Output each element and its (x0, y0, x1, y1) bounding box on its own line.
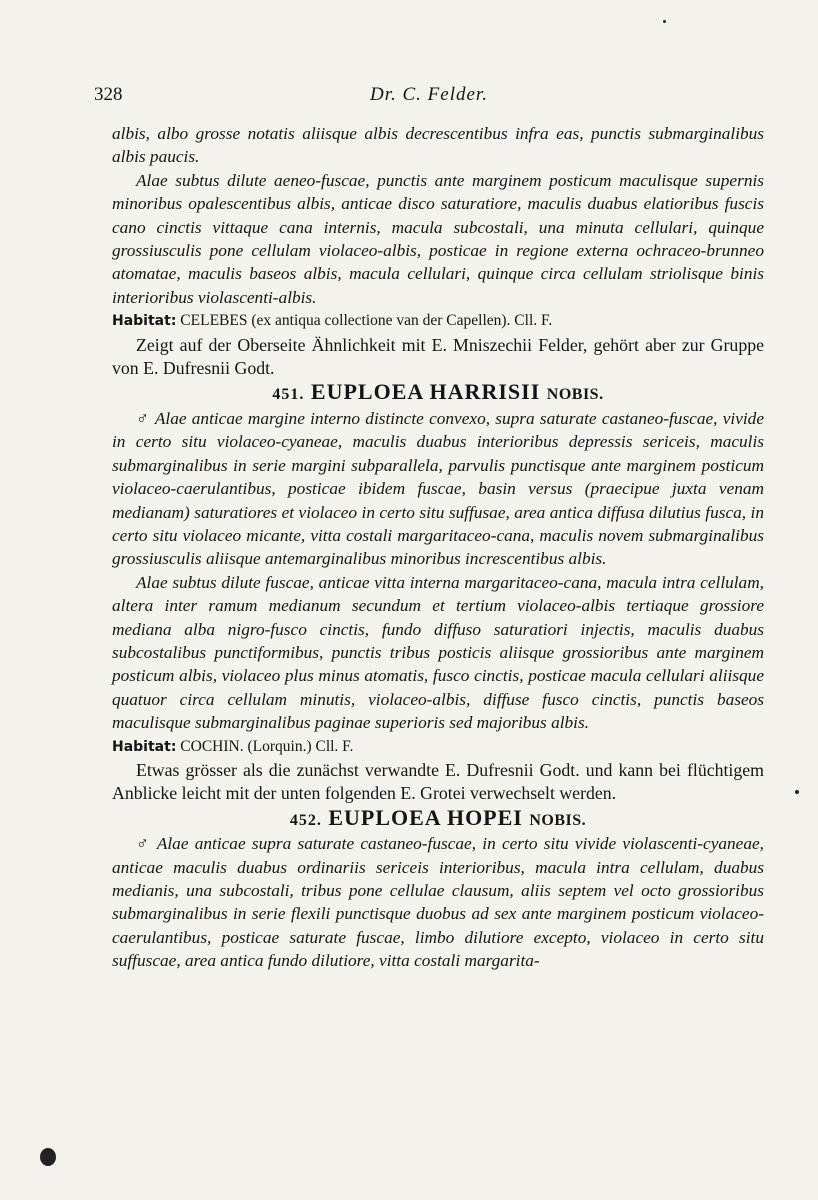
habitat-line (112, 735, 764, 759)
page-header (94, 84, 764, 112)
german-note: Etwas grösser als die zunächst verwandte E. Dufresnii Godt. und kann bei flüchtigem Anblicke leicht mit der unten folgenden E. Grotei verwechselt werden. (112, 759, 764, 804)
page-body (112, 122, 764, 973)
species-author: NOBIS. (529, 811, 587, 829)
habitat-text: COCHIN. (Lorquin.) Cll. F. (180, 737, 354, 755)
upperside-description (112, 407, 764, 571)
habitat-line (112, 309, 764, 333)
species-number: 451. (272, 386, 305, 404)
underside-description: Alae subtus dilute aeneo-fuscae, punctis ante marginem posticum maculisque supernis minoribus opalescentibus albis, anticae disco saturatiore, maculis duabus elatioribus fuscis cano cinctis vittaque cana internis, macula subcostali, una minuta cellulari, quinque grossiusculis pone cellulam violaceo-albis, posticae in regione externa ochraceo-brunneo atomatae, maculis baseos albis, macula cellulari, quinque circa cellulam striolisque binis interioribus violascenti-albis. (112, 170, 764, 307)
continuation-paragraph: albis, albo grosse notatis aliisque albis decrescentibus infra eas, punctis submarginalibus albis paucis. (112, 124, 764, 167)
male-symbol: ♂ (136, 408, 150, 428)
habitat-label: Habitat: (112, 313, 177, 330)
description-text: Alae anticae supra saturate castaneo-fuscae, in certo situ vivide violascenti-cyaneae, anticae maculis duabus ordinariis sericeis interioribus, macula intra cellulam, duabus medianis, una subcostali, tribus pone cellulae clausum, aliis septem vel octo grossioribus submarginalibus in serie flexili punctisque duobus ad sex ante marginem posticum violaceo-caerulantibus, posticae saturate fuscae, limbo dilutiore excepto, violaceo in certo situ suffuscae, area antica fundo dilutiore, vitta costali margarita- (112, 834, 764, 971)
habitat-label: Habitat: (112, 738, 177, 755)
species-author: NOBIS. (546, 386, 604, 404)
ink-speck (795, 790, 799, 794)
species-name: EUPLOEA HARRISII (310, 379, 541, 405)
habitat-text: CELEBES (ex antiqua collectione van der Capellen). Cll. F. (180, 312, 553, 330)
species-number: 452. (289, 811, 322, 829)
ink-blot (40, 1148, 56, 1166)
german-note: Zeigt auf der Oberseite Ähnlichkeit mit E. Mniszechii Felder, gehört aber zur Gruppe von E. Dufresnii Godt. (112, 334, 764, 379)
running-head: Dr. C. Felder. (370, 84, 488, 105)
upperside-description (112, 832, 764, 972)
species-heading-452 (112, 806, 764, 832)
ink-speck (663, 20, 666, 23)
page-number: 328 (94, 84, 123, 105)
male-symbol: ♂ (136, 834, 151, 854)
species-name: EUPLOEA HOPEI (328, 804, 523, 830)
underside-description: Alae subtus dilute fuscae, anticae vitta interna margaritaceo-cana, macula intra cellulam, altera inter ramum medianum secundum et tertium violaceo-albis tertiaque grossiore mediana alba nigro-fusco cinctis, fundo diffuso saturatiori injectis, maculis duabus subcostalibus punctiformibus, punctis tribus posticis aliisque grossioribus ante marginem posticum albis, violaceo plus minus atomatis, fusco cinctis, posticae macula cellulari aliisque quatuor circa cellulam minutis, violaceo-albis, diffuse fusco cinctis, punctis baseos maculisque submarginalibus paginae superioris sed majoribus albis. (112, 572, 764, 733)
description-text: Alae anticae margine interno distincte convexo, supra saturate castaneo-fuscae, vivide in certo situ violaceo-cyaneae, maculis duabus interioribus depressis sericeis, maculis submarginalibus in serie margini subparallela, parvulis punctisque ante marginem posticum violaceo-caerulantibus, posticae ibidem fuscae, basin versus (praecipue juxta venam medianam) saturatiores et violaceo in certo situ suffusae, area antica diffusa dilutius fusca, in certo situ violaceo micante, vitta costali margaritaceo-cana, maculis novem submarginalibus grossiusculis aliisque antemarginalibus minoribus increscentibus albis. (112, 408, 764, 569)
species-heading-451 (112, 380, 764, 406)
